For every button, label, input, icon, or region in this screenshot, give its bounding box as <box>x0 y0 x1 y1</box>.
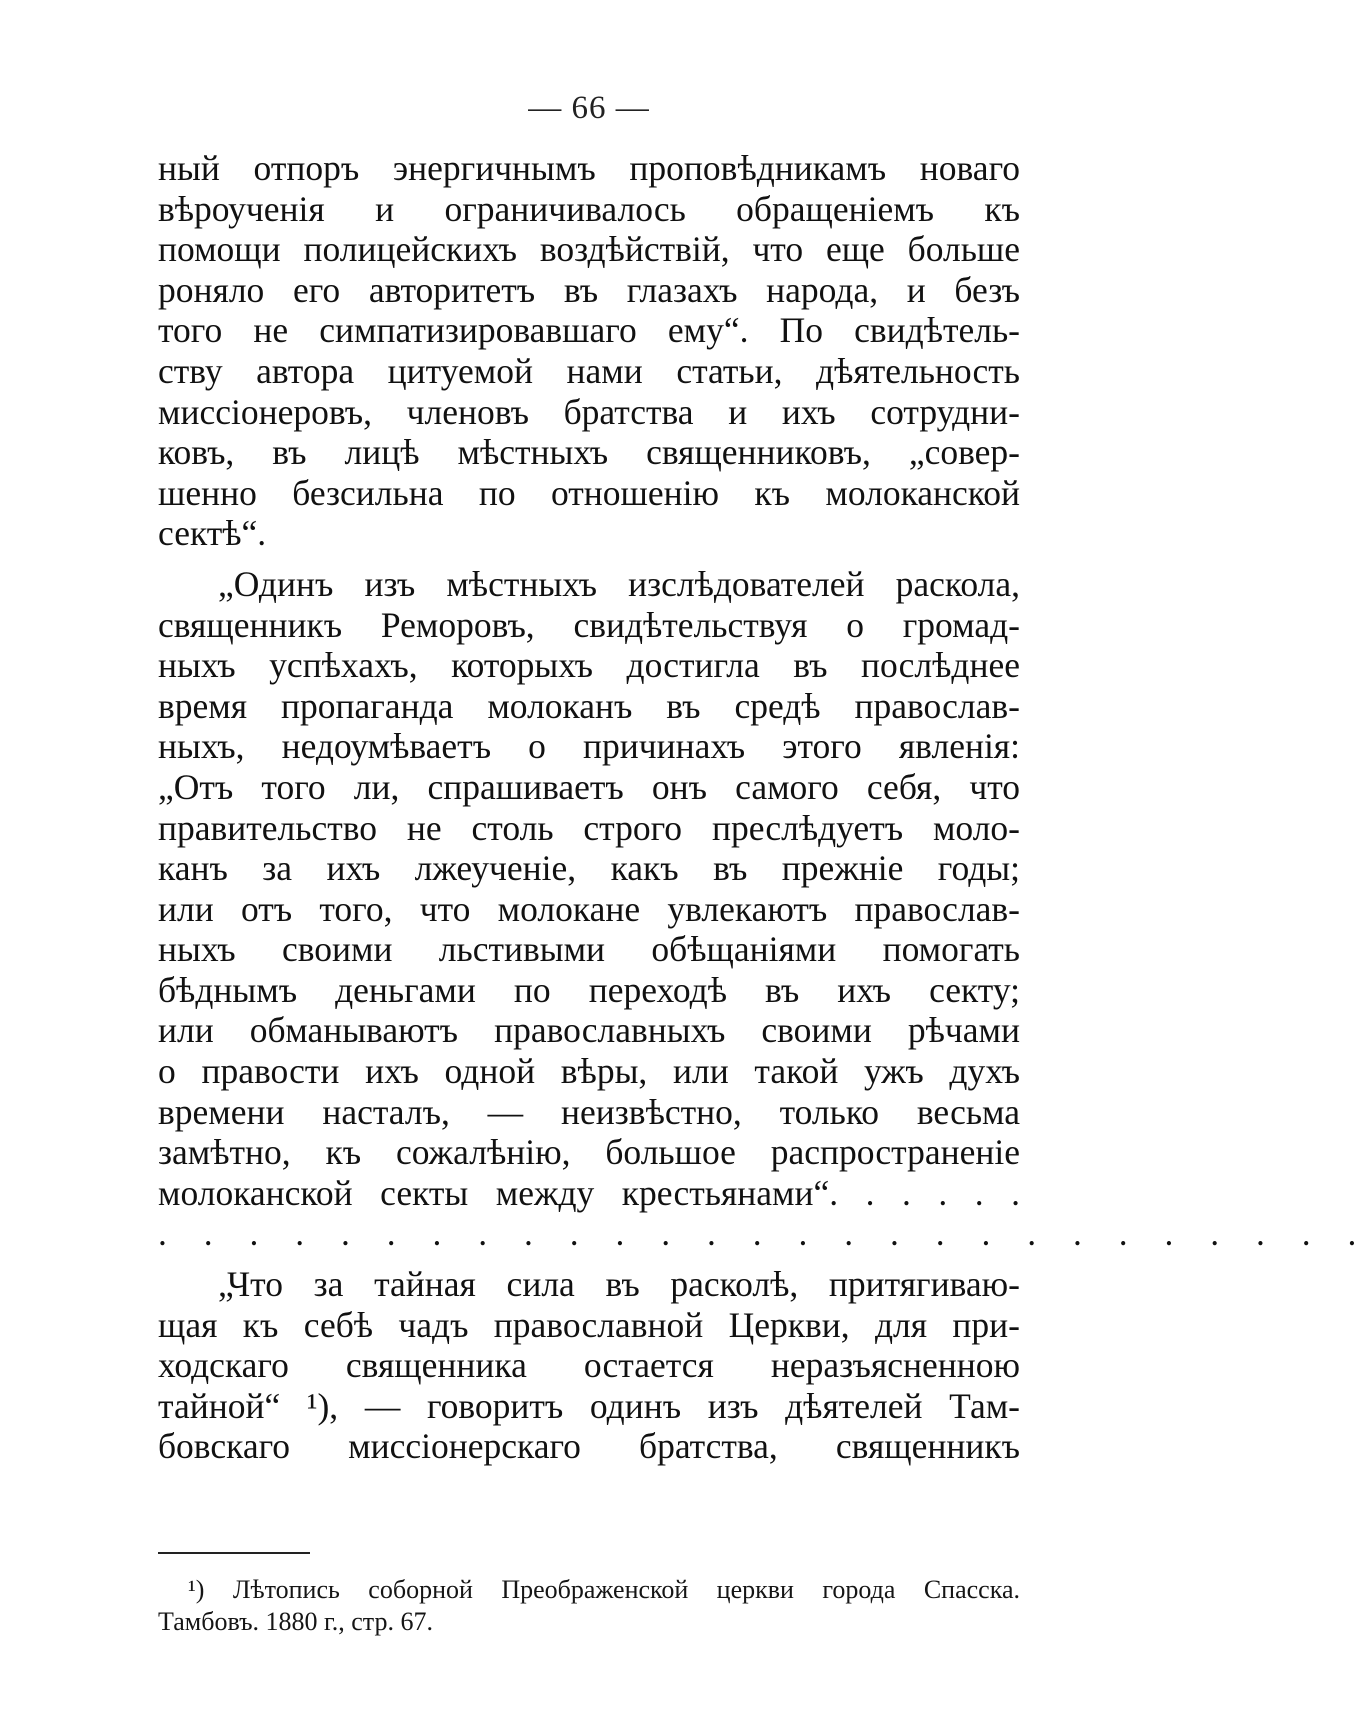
text-line: ныхъ успѣхахъ, которыхъ достигла въ послѣднее <box>158 645 1020 686</box>
text-line: ходскаго священника остается неразъясненною <box>158 1345 1020 1386</box>
text-line: „Отъ того ли, спрашиваетъ онъ самого себя, что <box>158 766 1020 807</box>
text-line: ству автора цитуемой нами статьи, дѣятельность <box>158 350 1020 391</box>
text-line: о правости ихъ одной вѣры, или такой ужъ духъ <box>158 1051 1020 1092</box>
text-line: ный отпоръ энергичнымъ проповѣдникамъ новаго <box>158 148 1020 188</box>
text-line: ныхъ, недоумѣваетъ о причинахъ этого явленія: <box>158 726 1020 767</box>
footnote-divider <box>158 1552 310 1554</box>
text-line: или отъ того, что молокане увлекаютъ православ- <box>158 888 1020 929</box>
text-line: щая къ себѣ чадъ православной Церкви, для при- <box>158 1304 1020 1345</box>
ellipsis-line: . . . . . . . . . . . . . . . . . . . . . . . . . . . <box>158 1213 1370 1254</box>
text-line: „Что за тайная сила въ расколѣ, притягиваю- <box>218 1264 1020 1305</box>
text-line: ныхъ своими льстивыми обѣщаніями помогать <box>158 929 1020 970</box>
text-line: миссіонеровъ, членовъ братства и ихъ сотрудни- <box>158 391 1020 432</box>
text-line: того не симпатизировавшаго ему“. По свидѣтель- <box>158 310 1020 351</box>
text-line: правительство не столь строго преслѣдуетъ моло- <box>158 807 1020 848</box>
text-line: или обманываютъ православныхъ своими рѣчами <box>158 1010 1020 1051</box>
footnote-line: ¹) Лѣтопись соборной Преображенской церкви города Спасска. <box>188 1575 1020 1604</box>
text-line: бовскаго миссіонерскаго братства, священникъ <box>158 1426 1020 1467</box>
text-line: времени насталъ, — неизвѣстно, только весьма <box>158 1091 1020 1132</box>
main-text <box>158 148 1370 1467</box>
text-line: замѣтно, къ сожалѣнію, большое распространеніе <box>158 1132 1020 1173</box>
text-line: вѣроученія и ограничивалось обращеніемъ къ <box>158 188 1020 229</box>
page-number: — 66 — <box>528 90 650 126</box>
footnote-line: Тамбовъ. 1880 г., стр. 67. <box>158 1607 433 1636</box>
text-line: сектѣ“. <box>158 513 267 554</box>
text-line: роняло его авторитетъ въ глазахъ народа, и безъ <box>158 269 1020 310</box>
footnote <box>158 1574 1020 1638</box>
text-line: бѣднымъ деньгами по переходѣ въ ихъ секту; <box>158 969 1020 1010</box>
paragraph-gap <box>158 1254 1020 1264</box>
text-line: помощи полицейскихъ воздѣйствій, что еще больше <box>158 229 1020 270</box>
page-body <box>158 88 1370 1467</box>
text-line: шенно безсильна по отношенію къ молоканской <box>158 472 1020 513</box>
text-line: канъ за ихъ лжеученіе, какъ въ прежніе годы; <box>158 848 1020 889</box>
text-line: тайной“ ¹), — говоритъ одинъ изъ дѣятелей Там- <box>158 1385 1020 1426</box>
text-line: молоканской секты между крестьянами“. . . . . . <box>158 1172 1020 1213</box>
text-line: время пропаганда молоканъ въ средѣ православ- <box>158 685 1020 726</box>
text-line: ковъ, въ лицѣ мѣстныхъ священниковъ, „совер- <box>158 432 1020 473</box>
text-line: „Одинъ изъ мѣстныхъ изслѣдователей раскола, <box>218 563 1020 604</box>
paragraph-gap <box>158 554 1020 564</box>
text-line: священникъ Реморовъ, свидѣтельствуя о громад- <box>158 604 1020 645</box>
